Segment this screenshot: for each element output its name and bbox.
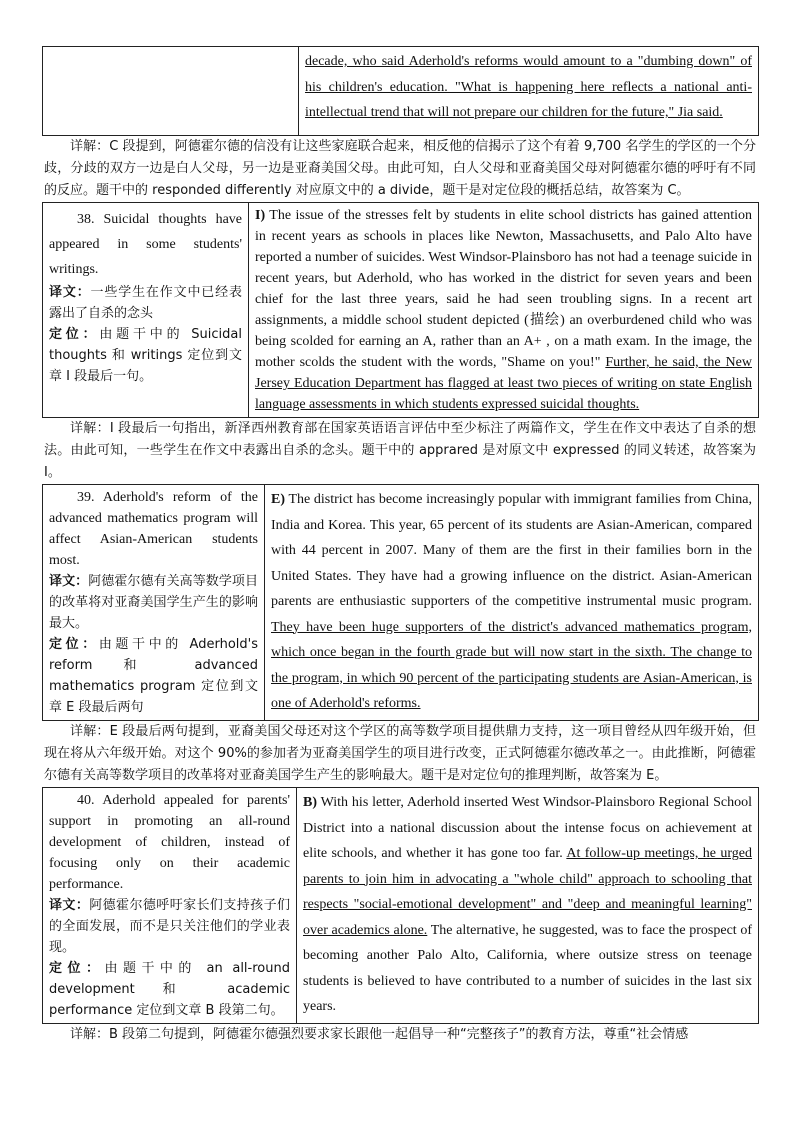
paragraph-label-i: I)	[255, 208, 266, 223]
locate-text: 由题干中的 an all-round development 和 academic performance 定位到文章 B 段第二句。	[49, 961, 290, 1018]
locate-label: 定位：	[49, 327, 100, 342]
paragraph-label-b: B)	[303, 795, 317, 810]
translation-38	[49, 282, 242, 324]
locate-label: 定位：	[49, 637, 99, 652]
explanation-b: 详解：B 段第二句提到，阿德霍尔德强烈要求家长跟他一起倡导一种“完整孩子”的教育方法，尊重“社会情感	[70, 1027, 689, 1042]
translation-40	[49, 895, 290, 958]
translation-text: 一些学生在作文中已经表露出了自杀的念头	[49, 285, 242, 321]
translation-39	[49, 571, 258, 634]
locate-40	[49, 958, 290, 1021]
question-38-text: 38. Suicidal thoughts have appeared in some students' writings.	[49, 212, 242, 277]
passage-cell-e	[265, 485, 759, 721]
question-cell-empty	[43, 47, 299, 136]
paragraph-text-b: With his letter, Aderhold inserted West Windsor-Plainsboro Regional School District into a national discussion about the intense focus on achievement at elite schools, and whether it has gone too far.	[303, 795, 752, 861]
document-page	[42, 46, 758, 1046]
paragraph-text-e: The district has become increasingly popular with immigrant families from China, India and Korea. This year, 65 percent of its students are Asian-American, compared with 44 percent in 2007. Many of them are the first in their families born in the United States. They have had a growing influence on the district. Asian-American parents are enthusiastic supporters of the competitive instrumental music program.	[271, 492, 752, 609]
paragraph-label-e: E)	[271, 492, 285, 507]
question-39-cell	[43, 485, 265, 721]
passage-cell-i	[249, 203, 759, 418]
question-40-cell	[43, 788, 297, 1024]
paragraph-text-b-after: The alternative, he suggested, was to face the prospect of becoming another Palo Alto, California, where outsize stress on teenage students is believed to have contributed to a number of suicides in the last six years.	[303, 922, 752, 1014]
question-39-text: 39. Aderhold's reform of the advanced mathematics program will affect Asian-American students most.	[49, 490, 258, 568]
translation-text: 阿德霍尔德有关高等数学项目的改革将对亚裔美国学生产生的影响最大。	[49, 574, 258, 631]
question-40-text: 40. Aderhold appealed for parents' support in promoting an all-round development of children, instead of focusing only on their academic performance.	[49, 793, 290, 892]
underlined-evidence-e: They have been huge supporters of the district's advanced mathematics program, which once began in the fourth grade but will now start in the sixth. The change to the program, in which 90 percent of the participating students are Asian-American, is one of Aderhold's reforms.	[271, 619, 752, 711]
locate-label: 定位：	[49, 961, 105, 976]
translation-label: 译文：	[49, 898, 90, 913]
question-38-table	[42, 202, 759, 418]
explanation-i: 详解：I 段最后一句指出，新泽西州教育部在国家英语语言评估中至少标注了两篇作文，学生在作文中表达了自杀的想法。由此可知，一些学生在作文中表露出自杀的念头。题干中的 apprared 是对原文中 expressed 的同义转述，故答案为 I。	[44, 421, 756, 480]
translation-label: 译文：	[49, 574, 89, 589]
question-38-cell	[43, 203, 249, 418]
question-39-table	[42, 484, 759, 721]
locate-text: 由题干中的 Suicidal thoughts 和 writings 定位到文章 I 段最后一句。	[49, 327, 242, 384]
translation-label: 译文：	[49, 285, 91, 300]
translation-text: 阿德霍尔德呼吁家长们支持孩子们的全面发展，而不是只关注他们的学业表现。	[49, 898, 290, 955]
passage-cell-c	[299, 47, 759, 136]
underlined-evidence: decade, who said Aderhold's reforms would amount to a "dumbing down" of his children's education. "What is happening here reflects a national anti-intellectual trend that will not prepare our children for the future," Jia said.	[305, 54, 752, 120]
locate-text: 由题干中的 Aderhold's reform 和 advanced mathematics program 定位到文章 E 段最后两句	[49, 637, 258, 715]
locate-38	[49, 324, 242, 387]
passage-table-c	[42, 46, 759, 136]
explanation-c: 详解：C 段提到，阿德霍尔德的信没有让这些家庭联合起来，相反他的信揭示了这个有着 9,700 名学生的学区的一个分歧，分歧的双方一边是白人父母，另一边是亚裔美国父母。由此可知，白人父母和亚裔美国父母对阿德霍尔德的呼吁有不同的反应。题干中的 responded differently 对应原文中的 a divide，题干是对定位段的概括总结，故答案为 C。	[44, 139, 756, 198]
underlined-evidence-i: Further, he said, the New Jersey Education Department has flagged at least two pieces of writing on state English language assessments in which students expressed suicidal thoughts.	[255, 355, 752, 412]
passage-cell-b	[297, 788, 759, 1024]
explanation-e: 详解：E 段最后两句提到，亚裔美国父母还对这个学区的高等数学项目提供鼎力支持，这一项目曾经从四年级开始，但现在将从六年级开始。对这个 90%的参加者为亚裔美国学生的项目进行改变，正式阿德霍尔德改革之一。由此推断，阿德霍尔德有关高等数学项目的改革将对亚裔美国学生产生的影响最大。题干是对定位句的推理判断，故答案为 E。	[44, 724, 756, 783]
underlined-evidence-b: At follow-up meetings, he urged parents to join him in advocating a "whole child" approach to schooling that respects "social-emotional development" and "deep and meaningful learning" over academics alone.	[303, 846, 752, 938]
question-40-table	[42, 787, 759, 1024]
locate-39	[49, 634, 258, 718]
paragraph-text-i: The issue of the stresses felt by students in elite school districts has gained attention in recent years as schools in places like Newton, Massachusetts, and Palo Alto have reported a number of suicides. West Windsor-Plainsboro has not had a teenage suicide in recent years, but Aderhold, who has worked in the district for seven years and been chief for the last three years, said he had seen troubling signs. In a recent art assignments, a middle school student depicted (描绘) an overburdened child who was being scolded for earning an A, rather than an A+ , on a math exam. In the image, the mother scolds the student with the words, "Shame on you!"	[255, 208, 752, 370]
